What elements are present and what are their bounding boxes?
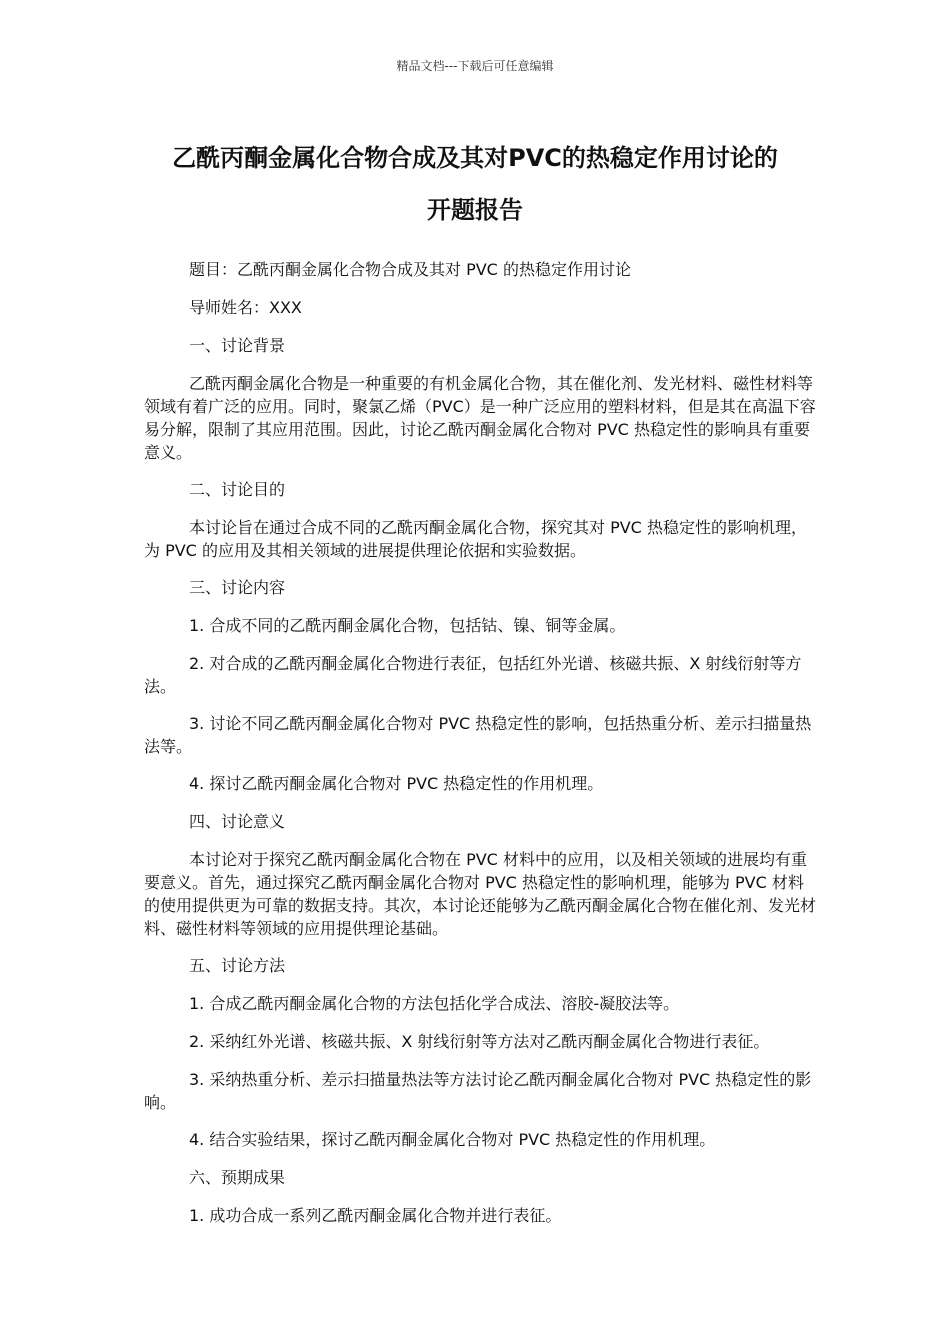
section-heading-purpose: 二、讨论目的 (189, 480, 286, 499)
document-body (144, 258, 816, 1242)
content-item-1: 1. 合成不同的乙酰丙酮金属化合物，包括钴、镍、铜等金属。 (189, 616, 626, 635)
page-header: 精品文档---下载后可任意编辑 (396, 59, 554, 73)
section-heading-significance: 四、讨论意义 (189, 812, 286, 831)
method-item-3: 3. 采纳热重分析、差示扫描量热法等方法讨论乙酰丙酮金属化合物对 PVC 热稳定性的影响。 (144, 1070, 812, 1112)
method-item-1: 1. 合成乙酰丙酮金属化合物的方法包括化学合成法、溶胶-凝胶法等。 (189, 994, 680, 1013)
background-paragraph: 乙酰丙酮金属化合物是一种重要的有机金属化合物，其在催化剂、发光材料、磁性材料等领域有着广泛的应用。同时，聚氯乙烯（PVC）是一种广泛应用的塑料材料，但是其在高温下容易分解，限制了其应用范围。因此，讨论乙酰丙酮金属化合物对 PVC 热稳定性的影响具有重要意义。 (144, 374, 816, 462)
section-heading-background: 一、讨论背景 (189, 336, 286, 355)
content-item-2: 2. 对合成的乙酰丙酮金属化合物进行表征，包括红外光谱、核磁共振、X 射线衍射等方法。 (144, 654, 802, 696)
section-heading-content: 三、讨论内容 (189, 578, 286, 597)
title-line-2: 开题报告 (427, 196, 523, 224)
outcome-item-1: 1. 成功合成一系列乙酰丙酮金属化合物并进行表征。 (189, 1206, 562, 1225)
section-heading-methods: 五、讨论方法 (189, 956, 286, 975)
title-line-1: 乙酰丙酮金属化合物合成及其对PVC的热稳定作用讨论的 (172, 144, 778, 172)
document-title (120, 132, 830, 236)
subject-line: 题目：乙酰丙酮金属化合物合成及其对 PVC 的热稳定作用讨论 (189, 260, 631, 279)
section-heading-outcomes: 六、预期成果 (189, 1168, 286, 1187)
method-item-4: 4. 结合实验结果，探讨乙酰丙酮金属化合物对 PVC 热稳定性的作用机理。 (189, 1130, 716, 1149)
significance-paragraph: 本讨论对于探究乙酰丙酮金属化合物在 PVC 材料中的应用，以及相关领域的进展均有重要意义。首先，通过探究乙酰丙酮金属化合物对 PVC 热稳定性的影响机理，能够为 PVC 材料的使用提供更为可靠的数据支持。其次，本讨论还能够为乙酰丙酮金属化合物在催化剂、发光材料、磁性材料等领域的应用提供理论基础。 (144, 850, 817, 938)
content-item-4: 4. 探讨乙酰丙酮金属化合物对 PVC 热稳定性的作用机理。 (189, 774, 604, 793)
advisor-line: 导师姓名：XXX (189, 298, 302, 317)
method-item-2: 2. 采纳红外光谱、核磁共振、X 射线衍射等方法对乙酰丙酮金属化合物进行表征。 (189, 1032, 770, 1051)
content-item-3: 3. 讨论不同乙酰丙酮金属化合物对 PVC 热稳定性的影响，包括热重分析、差示扫描量热法等。 (144, 714, 812, 756)
purpose-paragraph: 本讨论旨在通过合成不同的乙酰丙酮金属化合物，探究其对 PVC 热稳定性的影响机理，为 PVC 的应用及其相关领域的进展提供理论依据和实验数据。 (144, 518, 807, 560)
